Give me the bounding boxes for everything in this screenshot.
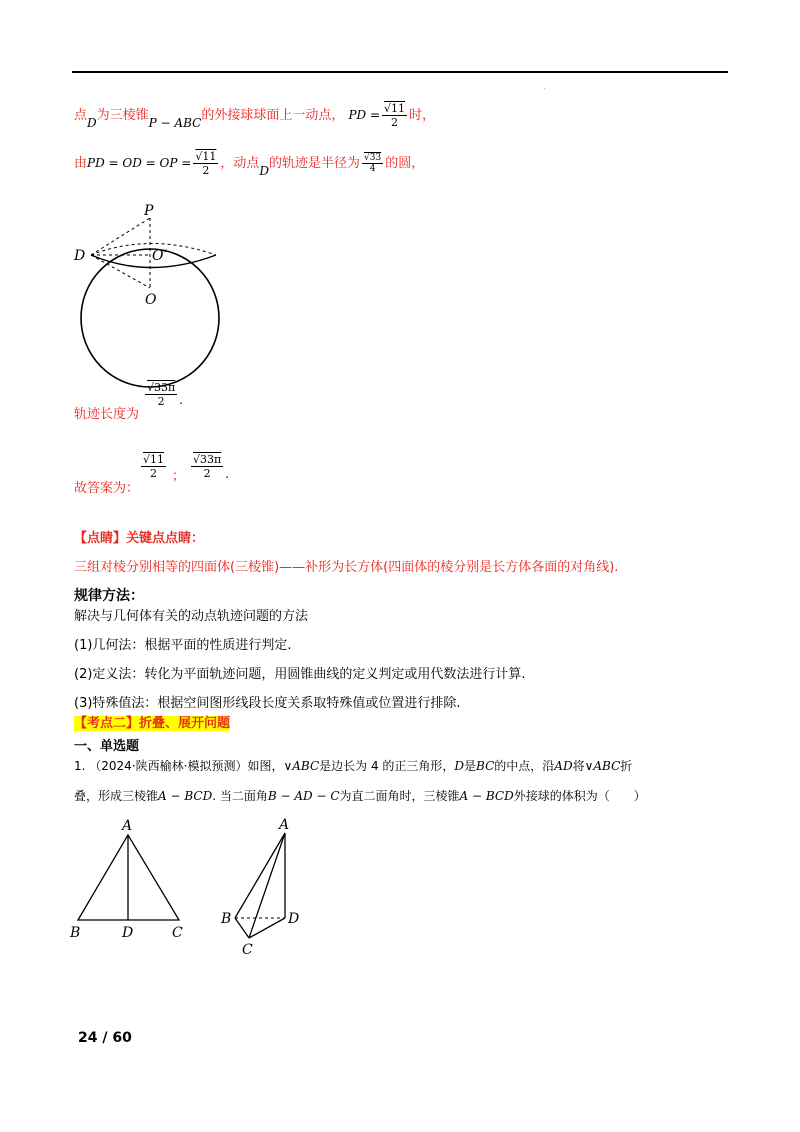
method-item-1: (1)几何法：根据平面的性质进行判定. [74, 638, 292, 653]
method-item-3: (3)特殊值法：根据空间图形线段长度关系取特殊值或位置进行排除. [74, 696, 461, 711]
solution-line-2: 由PD = OD = OP = $\frac{√11}{2}$ ，动点D的轨迹是半径为 $\frac{√33}{4}$ 的圆， [74, 150, 425, 178]
label-o: O [145, 292, 157, 308]
fraction: $\frac{√33\pi}{2}$ [193, 453, 222, 480]
tip-text: 三组对棱分别相等的四面体(三棱锥)——补形为长方体(四面体的棱分别是长方体各面的对角线). [74, 560, 619, 575]
right-label-b: B [221, 911, 232, 927]
method-subtitle: 解决与几何体有关的动点轨迹问题的方法 [74, 609, 309, 624]
problem-type: 一、单选题 [74, 739, 140, 754]
left-label-a: A [122, 818, 133, 834]
answer-line: 故答案为： $\frac{√11}{2}$ ； $\frac{√33\pi}{2}$ . [74, 453, 230, 496]
section-title: 【考点二】折叠、展开问题 [74, 716, 231, 731]
right-label-a: A [279, 817, 290, 833]
tetrahedron-figure [215, 815, 325, 960]
header-rule [72, 71, 728, 73]
right-label-d: D [288, 911, 300, 927]
left-label-c: C [172, 925, 183, 941]
triangle-figure [66, 815, 196, 945]
label-d: D [74, 248, 86, 264]
left-label-d: D [122, 925, 134, 941]
track-length-line: 轨迹长度为 $\frac{√33\pi}{2}$ . [74, 381, 184, 422]
tip-title: 【点睛】关键点点睛： [74, 531, 205, 546]
fraction: $\frac{√11}{2}$ [143, 453, 165, 480]
page-number: 24 / 60 [78, 1030, 132, 1046]
label-o-prime: O′ [152, 248, 167, 264]
fraction: $\frac{√11}{2}$ [384, 102, 406, 129]
question-line-2: 叠，形成三棱锥A − BCD. 当二面角B − AD − C为直二面角时，三棱锥A − BCD外接球的体积为（ ） [74, 789, 646, 803]
question-line-1: 1. （2024·陕西榆林·模拟预测）如图，∨ABC是边长为 4 的正三角形，D是BC的中点，沿AD将∨ABC折 [74, 759, 633, 773]
right-label-c: C [242, 942, 253, 958]
method-title: 规律方法： [74, 588, 144, 604]
left-label-b: B [70, 925, 81, 941]
solution-line-1: 点D为三棱锥P − ABC的外接球球面上一动点， PD = $\frac{√11}{2}$ 时， [74, 102, 436, 130]
header-dot: . [543, 82, 546, 91]
method-item-2: (2)定义法：转化为平面轨迹问题，用圆锥曲线的定义判定或用代数法进行计算. [74, 667, 526, 682]
fraction: $\frac{√11}{2}$ [195, 150, 217, 177]
fraction: $\frac{√33}{4}$ [364, 153, 382, 174]
sphere-figure [70, 200, 240, 390]
fraction: $\frac{√33\pi}{2}$ [147, 381, 176, 408]
label-p: P [144, 203, 154, 219]
footer-tick: · [156, 1028, 158, 1035]
